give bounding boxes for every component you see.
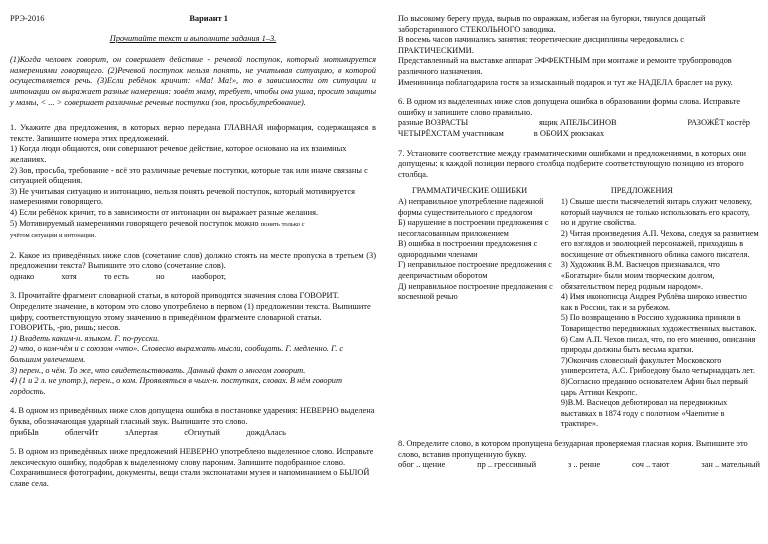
- sentence-item: 6) Сам А.П. Чехов писал, что, по его мнению, описания природы должны быть весьма кратки.: [560, 334, 756, 355]
- q8-word: пр .. грессивный: [477, 460, 537, 470]
- q3-text: 3. Прочитайте фрагмент словарной статьи, в которой приводятся значения слова ГОВОРИТ. Определите значение, в котором это слово употреблено в первом (1) предложении текста. Выпишите цифру, соответствующую этому значению в приведённом фрагменте словарной статьи.: [10, 291, 371, 322]
- q4-word: прибЫв: [10, 427, 39, 437]
- q8-text: 8. Определите слово, в котором пропущена безударная проверяемая гласная корня. Выпишите это слово, вставив пропущенную букву.: [398, 438, 748, 459]
- errors-column: ГРАММАТИЧЕСКИЕ ОШИБКИ А) неправильное употребление падежной формы существительного с предлогом Б) нарушение в построении предложения с несогласованным приложением В) ошибка в построении предложения с однородными членами Г) неправильное построение предложения с деепричастным оборотом Д) неправильное построение предложения с косвенной речью: [398, 186, 561, 430]
- instruction: Прочитайте текст и выполните задания 1–3.: [109, 33, 277, 43]
- header: [10, 14, 376, 25]
- error-item: Д) неправильное построение предложения с косвенной речью: [398, 281, 553, 302]
- q6-text: 6. В одном из выделенных ниже слов допущена ошибка в образовании формы слова. Исправьте ошибку и запишите слово правильно.: [398, 97, 741, 117]
- q5-sentence: Представленный на выставке аппарат ЭФФЕКТНЫМ при монтаже и ремонте трубопроводов различного назначения.: [398, 56, 732, 76]
- q1-option: 1) Когда люди общаются, они совершают речевое действие, которое основано на их взаимных желаниях.: [10, 144, 347, 164]
- q8-words: [398, 460, 760, 471]
- q6-row: ЧЕТЫРЁХСТАМ участникам в ОБОИХ рюкзаках: [398, 128, 605, 138]
- q2-word: то есть: [103, 271, 129, 281]
- sentence-item: 3) Художник В.М. Васнецов признавался, что «Богатыри» были моим творческим долгом, обязательством перед родным народом».: [560, 260, 720, 291]
- q2-word: однако: [10, 271, 35, 281]
- q4-word: дождАлась: [246, 427, 286, 437]
- q1-option: 2) Зов, просьба, требование - всё это различные речевые поступки, которые так или иначе связаны с ситуацией общения.: [10, 165, 368, 186]
- error-item: В) ошибка в построении предложения с однородными членами: [398, 239, 538, 259]
- q4-words: [10, 428, 376, 439]
- q1-option: 4) Если ребёнок кричит, то в зависимости от интонации он выражает разные желания.: [10, 207, 319, 217]
- sentences-column: ПРЕДЛОЖЕНИЯ 1) Свыше шести тысячелетий янтарь служит человеку, который научился не только использовать его красоту, но и другие свойства. 2) Читая произведения А.П. Чехова, следуя за развитием его взглядов и эволюцией персонажей, приходишь в восхищение от объективного облика самого писателя. 3) Художник В.М. Васнецов признавался, что «Богатыри» были моим творческим долгом, обязательством перед родным народом». 4) Имя иконописца Андрея Рублёва широко известно как в России, так и за рубежом. 5) По возвращению в Россию художника приняли в Товарищество передвижных художественных выставок. 6) Сам А.П. Чехов писал, что, по его мнению, описания природы должны быть весьма кратки. 7)Окончив словесный факультет Московского университета, А.С. Грибоедову было четырнадцать лет. 8)Согласно преданию основателем Афин был первый царь Аттики Кекропс. 9)В.М. Васнецов дебютировал на передвижных выставках в 1874 году с полотном «Чаепитие в трактире».: [560, 186, 759, 429]
- q5-sentence: По высокому берегу пруда, вырыв по овражкам, избегая на бугорки, тянулся дощатый заборстаринного СТЕКОЛЬНОГО заводика.: [398, 14, 706, 34]
- right-column: [398, 14, 760, 471]
- q4-word: сОгнутый: [184, 427, 220, 437]
- meaning: 4) (1 и 2 л. не употр.), перен., о ком. Проявляться в чьих-н. поступках, словах. В нём говорит гордость.: [10, 376, 343, 396]
- sentence-item: 8)Согласно преданию основателем Афин был первый царь Аттики Кекропс.: [560, 377, 748, 397]
- q5-sentence: В восемь часов начинались занятия: теоретические дисциплины чередовались с ПРАКТИЧЕСКИМИ.: [398, 35, 684, 55]
- q4-word: зАпертая: [124, 427, 158, 437]
- q2-text: 2. Какое из приведённых ниже слов (сочетание слов) должно стоять на месте пропуска в третьем (3) предложении текста? Выпишите это слово (сочетание слов).: [10, 250, 376, 271]
- error-item: Г) неправильное построение предложения с деепричастным оборотом: [398, 260, 552, 281]
- q5-sentence: Сохранившиеся фотографии, документы, вещи стали экспонатами музея и напоминанием о БЫЛОЙ славе села.: [10, 468, 370, 488]
- q2-words: [10, 272, 376, 283]
- dictionary-entry: ГОВОРИТЬ, -рю, ришь; несов.: [10, 323, 121, 333]
- text-passage: (1)Когда человек говорит, он совершает действие - речевой поступок, который мотивируется намерениями говорящего. (2)Речевой поступок нельзя понять, не учитывая ситуацию, в которой осуществляется речь. (3)Если ребёнок кричит: «Ма! Ма!», то в зависимости от ситуации и интонации он выражает разные намерения: зовёт маму, требует, чтобы она ушла, просит защиты у мамы, < ... > совершает различные речевые поступки (зов, просьбу,требование).: [10, 55, 376, 107]
- sentence-item: 7)Окончив словесный факультет Московского университета, А.С. Грибоедову было четырнадцать лет.: [560, 355, 755, 376]
- meaning: 3) перен., о чём. То же, что свидетельствовать. Данный факт о многом говорит.: [10, 365, 306, 375]
- variant-title: Вариант 1: [189, 14, 228, 23]
- q8-word: соч .. тают: [632, 460, 670, 470]
- sentence-item: 5) По возвращению в Россию художника приняли в Товарищество передвижных художественных выставок.: [560, 313, 757, 334]
- q1-option: 5) Мотивируемый намерениями говорящего речевой поступок можно понять только с учётом ситуации и интонации.: [10, 218, 305, 240]
- q6-row: разные ВОЗРАСТЫ ящик АПЕЛЬСИНОВ РАЗОЖЁТ костёр: [398, 118, 750, 128]
- q2-word: наоборот,: [191, 271, 226, 281]
- sentence-item: 2) Читая произведения А.П. Чехова, следуя за развитием его взглядов и эволюцией персонажей, приходишь в восхищение от объективного облика самого писателя.: [560, 228, 759, 259]
- q8-word: зан .. мательный: [701, 460, 760, 470]
- error-item: Б) нарушение в построении предложения с несогласованным приложением: [398, 218, 549, 238]
- error-item: А) неправильное употребление падежной формы существительного с предлогом: [398, 196, 544, 217]
- q4-word: облегчИт: [65, 427, 99, 437]
- q7-matching-table: [398, 186, 760, 430]
- q4-text: 4. В одном из приведённых ниже слов допущена ошибка в постановке ударения: НЕВЕРНО выделена буква, обозначающая ударный гласный звук. Выпишите это слово.: [10, 406, 375, 426]
- q8-word: з .. ренне: [567, 460, 601, 470]
- q1-text: 1. Укажите два предложения, в которых верно передана ГЛАВНАЯ информация, содержащаяся в тексте. Запишите номера этих предложений.: [10, 123, 376, 143]
- left-column: [10, 14, 376, 490]
- sentence-item: 9)В.М. Васнецов дебютировал на передвижных выставках в 1874 году с полотном «Чаепитие в трактире».: [560, 398, 728, 429]
- q2-word: но: [155, 271, 165, 281]
- q8-word: обог .. щение: [398, 460, 446, 470]
- sentence-item: 1) Свыше шести тысячелетий янтарь служит человеку, который научился не только использовать его красоту, но и другие свойства.: [560, 196, 752, 228]
- exam-code: РРЭ-2016: [10, 14, 45, 23]
- q7-text: 7. Установите соответствие между грамматическими ошибками и предложениями, в которых они допущены: к каждой позиции первого столбца подберите соответствующую позицию из второго столбца.: [398, 148, 746, 179]
- meaning: 1) Владеть каким-н. языком. Г. по-русски.: [10, 333, 160, 343]
- q5-text: 5. В одном из приведённых ниже предложений НЕВЕРНО употреблено выделенное слово. Исправьте лексическую ошибку, подобрав к выделенному слову пароним. Запишите подобранное слово.: [10, 447, 374, 467]
- meaning: 2) что, о ком-чём и с союзом «что». Словесно выражать мысли, сообщать. Г. медленно. Г. с большим увлечением.: [10, 344, 344, 365]
- q2-word: хотя: [61, 271, 77, 281]
- q1-option: 3) Не учитывая ситуацию и интонацию, нельзя понять речевой поступок, который мотивируется намерениями говорящего.: [10, 186, 355, 207]
- sentence-item: 4) Имя иконописца Андрея Рублёва широко известно как в России, так и за рубежом.: [560, 292, 747, 312]
- q5-sentence: Именинница поблагодарила гостя за изысканный подарок и тут же НАДЕЛА браслет на руку.: [398, 77, 733, 87]
